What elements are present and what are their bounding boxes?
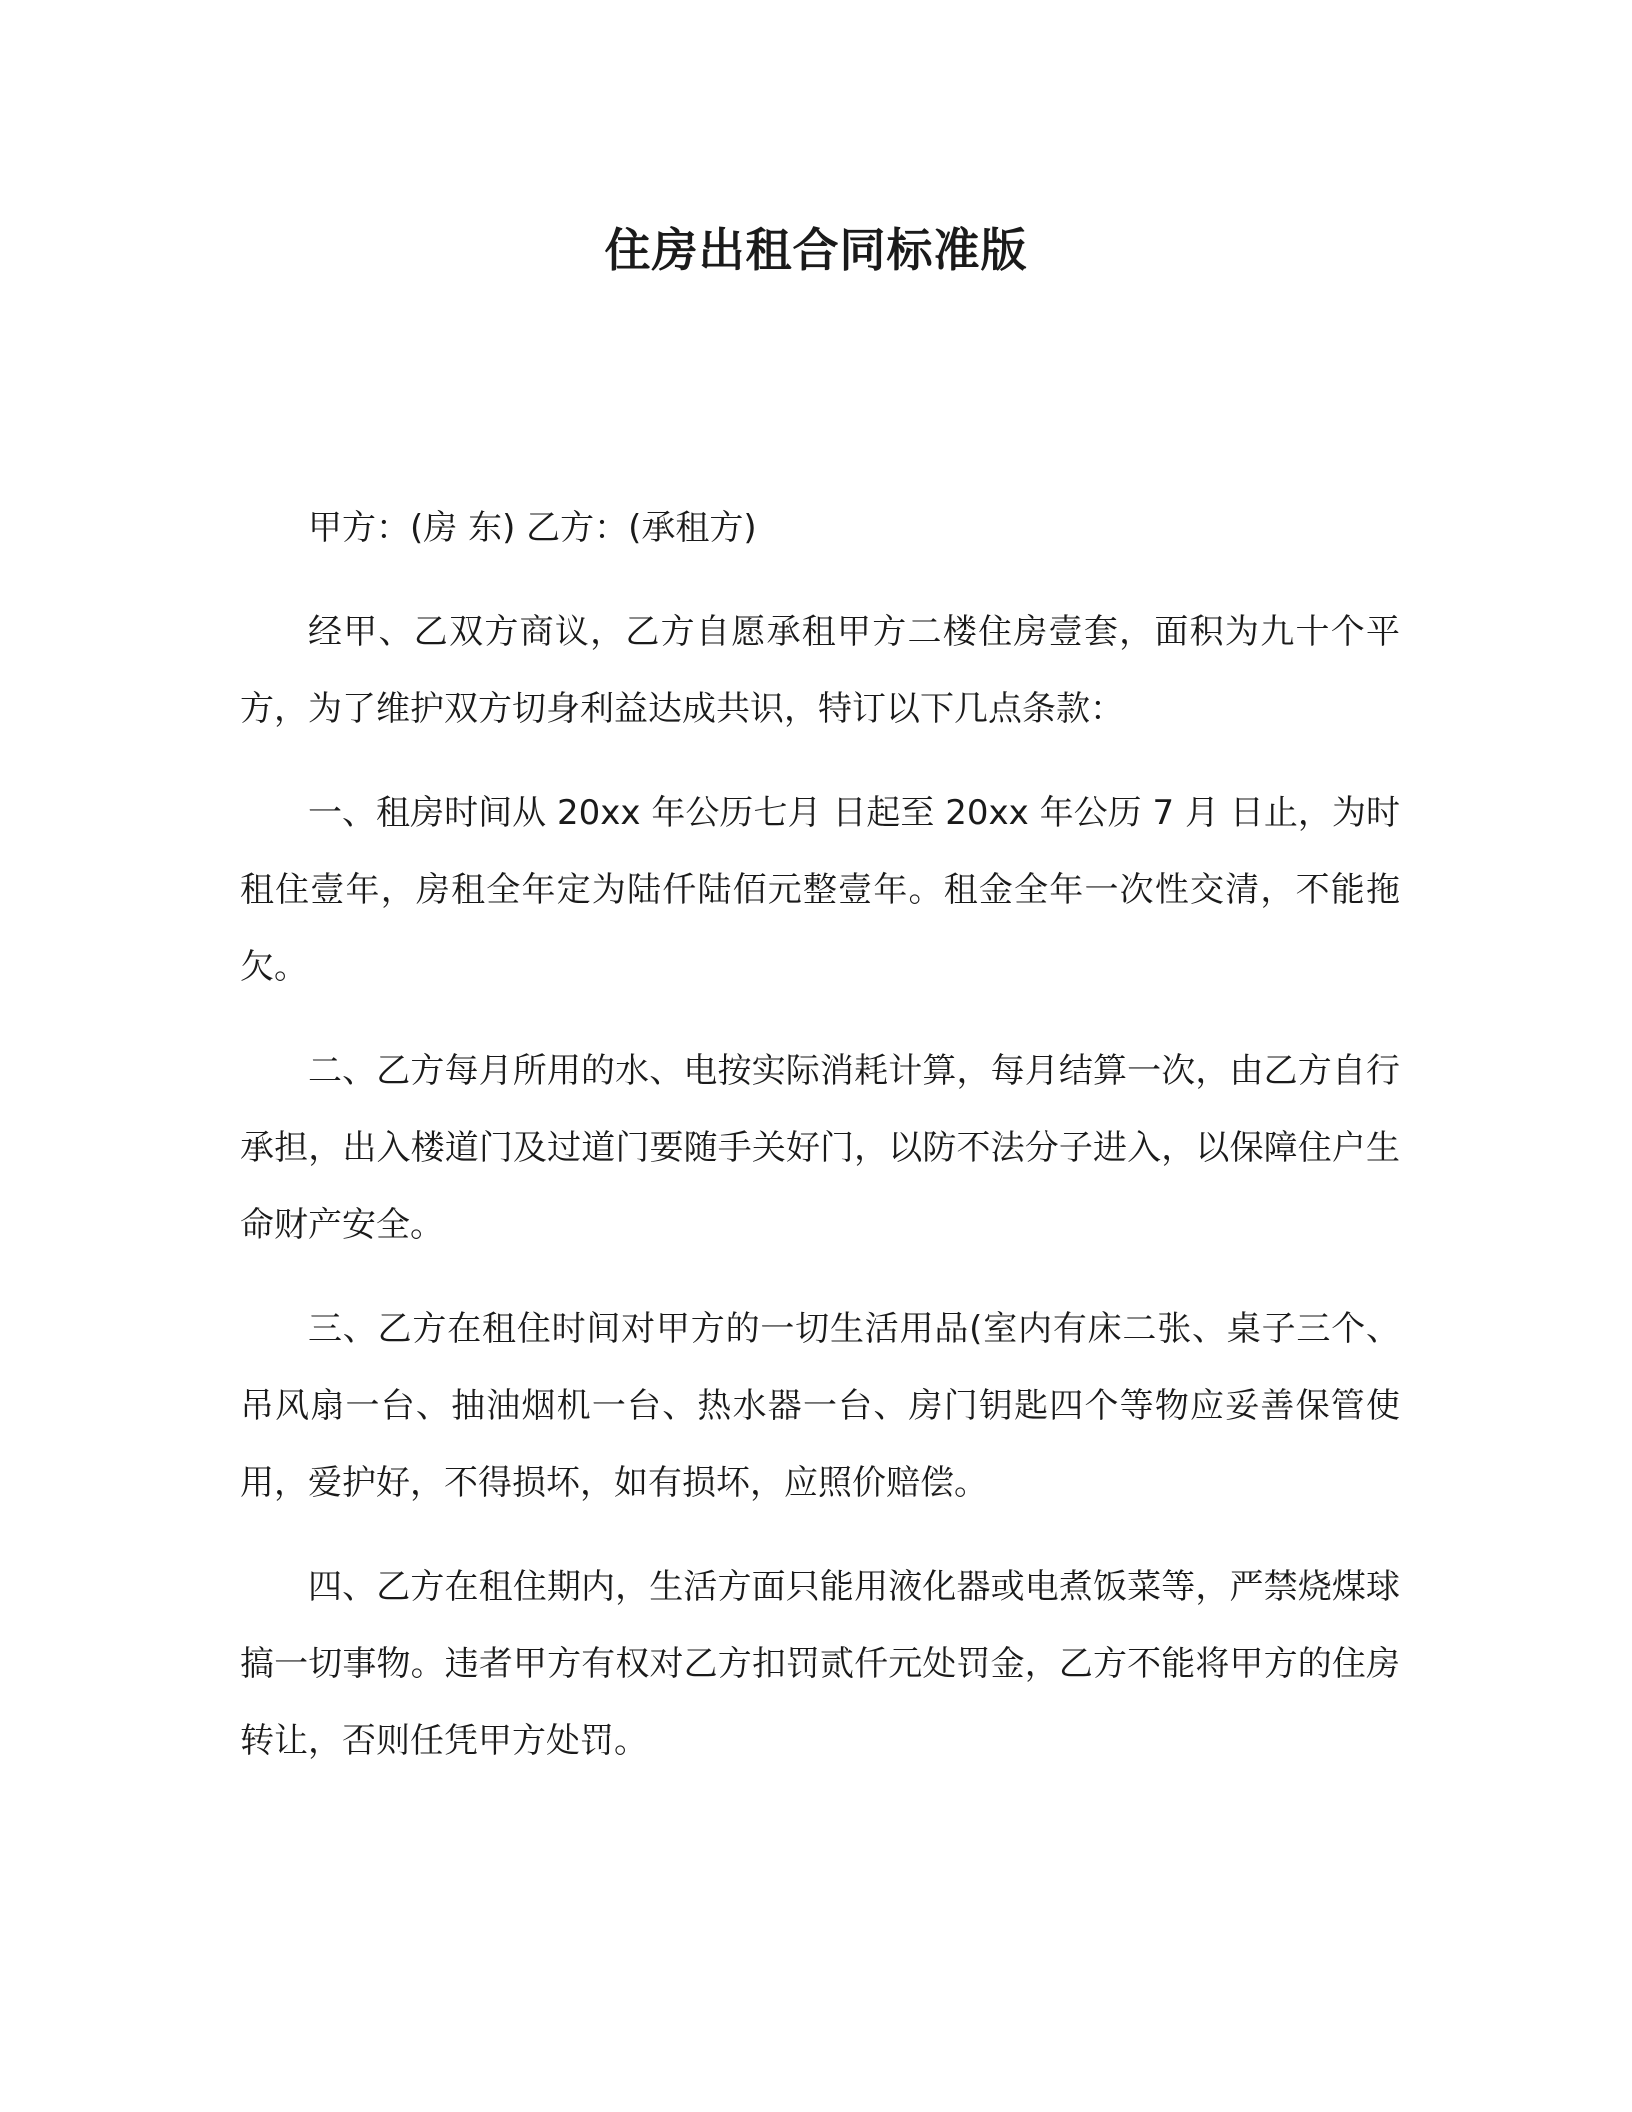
clause-4-paragraph: 四、乙方在租住期内，生活方面只能用液化器或电煮饭菜等，严禁烧煤球搞一切事物。违者甲方有权对乙方扣罚贰仟元处罚金，乙方不能将甲方的住房转让，否则任凭甲方处罚。 bbox=[240, 1567, 1400, 1761]
clause-1-paragraph: 一、租房时间从 20xx 年公历七月 日起至 20xx 年公历 7 月 日止，为时租住壹年，房租全年定为陆仟陆佰元整壹年。租金全年一次性交清，不能拖欠。 bbox=[240, 793, 1400, 987]
clause-3-paragraph: 三、乙方在租住时间对甲方的一切生活用品(室内有床二张、桌子三个、吊风扇一台、抽油烟机一台、热水器一台、房门钥匙四个等物应妥善保管使用，爱护好，不得损坏，如有损坏，应照价赔偿。 bbox=[240, 1309, 1400, 1503]
parties-line: 甲方：(房 东) 乙方：(承租方) bbox=[308, 508, 757, 548]
clause-2-paragraph: 二、乙方每月所用的水、电按实际消耗计算，每月结算一次，由乙方自行承担，出入楼道门及过道门要随手关好门，以防不法分子进入，以保障住户生命财产安全。 bbox=[240, 1051, 1400, 1245]
document-body bbox=[240, 490, 1400, 1780]
document-title: 住房出租合同标准版 bbox=[604, 223, 1028, 277]
preamble-paragraph: 经甲、乙双方商议，乙方自愿承租甲方二楼住房壹套，面积为九十个平方，为了维护双方切身利益达成共识，特订以下几点条款： bbox=[240, 612, 1400, 729]
